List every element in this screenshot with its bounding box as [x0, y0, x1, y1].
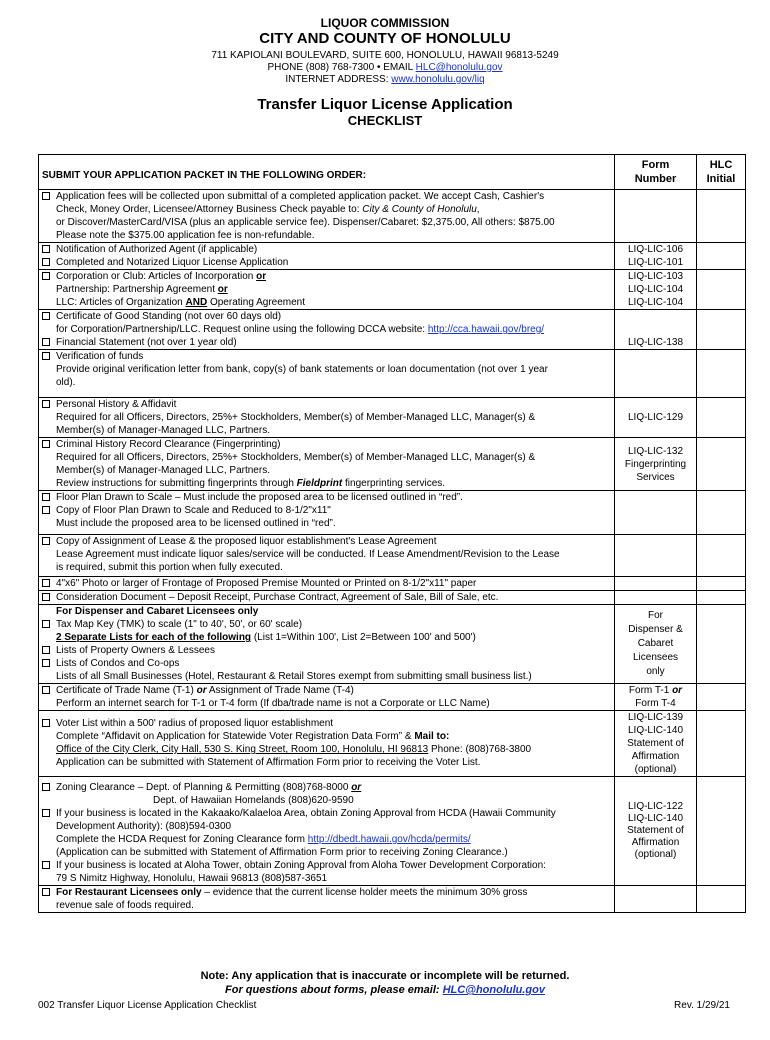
item-text: Lease Agreement must indicate liquor sales/service will be conducted. If Lease Amendment/Revision to the Lease — [56, 549, 560, 560]
item-text: Voter List within a 500' radius of proposed liquor establishment — [56, 718, 334, 729]
item-cell — [39, 591, 615, 605]
item-text: or Discover/MasterCard/VISA (plus an applicable service fee). Dispenser/Cabaret: $2,375.00, All others: $875.00 — [56, 217, 555, 228]
checkbox-icon[interactable] — [42, 579, 50, 587]
table-row — [39, 491, 746, 535]
item-text: – evidence that the current license holder meets the minimum 30% gross — [201, 887, 528, 898]
form-number: LIQ-LIC-122 — [627, 801, 684, 812]
form-number: LIQ-LIC-101 — [627, 257, 684, 268]
table-row — [39, 535, 746, 577]
col-header-form — [615, 155, 697, 190]
hlc-initial-cell[interactable] — [697, 577, 746, 591]
item-text: Notification of Authorized Agent (if applicable) — [56, 244, 258, 255]
item-text: Lists of all Small Businesses (Hotel, Restaurant & Retail Stores exempt from submitting small business list.) — [56, 671, 532, 682]
hlc-initial-cell[interactable] — [697, 243, 746, 270]
hlc-initial-cell[interactable] — [697, 270, 746, 310]
item-text: Operating Agreement — [207, 297, 306, 308]
form-number: Form T-4 — [635, 698, 676, 709]
item-cell — [39, 243, 615, 270]
item-text: Complete “Affidavit on Application for Statewide Voter Registration Data Form” & — [56, 731, 415, 742]
item-text: Lists of Condos and Co-ops — [56, 658, 180, 669]
table-row — [39, 310, 746, 350]
item-text: Copy of Floor Plan Drawn to Scale and Reduced to 8-1/2"x11" — [56, 505, 331, 516]
item-text: Completed and Notarized Liquor License Application — [56, 257, 289, 268]
hlc-initial-cell[interactable] — [697, 711, 746, 777]
col-header-order: SUBMIT YOUR APPLICATION PACKET IN THE FOLLOWING ORDER: — [39, 155, 615, 190]
checkbox-icon[interactable] — [42, 593, 50, 601]
item-text: Required for all Officers, Directors, 25%+ Stockholders, Member(s) of Member-Managed LLC, Manager(s) & — [56, 452, 536, 463]
col-header-hlc-line2: Initial — [706, 173, 736, 185]
form-number: LIQ-LIC-139 — [627, 712, 684, 723]
checkbox-icon[interactable] — [42, 506, 50, 514]
table-row — [39, 591, 746, 605]
checkbox-icon[interactable] — [42, 192, 50, 200]
hlc-initial-cell[interactable] — [697, 777, 746, 886]
form-cell — [615, 438, 697, 491]
table-header-row — [39, 155, 746, 190]
internet-label: INTERNET ADDRESS: — [285, 74, 392, 85]
table-row — [39, 684, 746, 711]
address: 711 KAPIOLANI BOULEVARD, SUITE 600, HONOLULU, HAWAII 96813-5249 — [211, 50, 559, 61]
item-cell — [39, 605, 615, 684]
col-header-form-line2: Number — [634, 173, 677, 185]
spacer — [42, 607, 50, 615]
item-text: Partnership: Partnership Agreement — [56, 284, 218, 295]
form-cell — [615, 398, 697, 438]
form-cell — [615, 190, 697, 243]
col-header-form-line1: Form — [641, 159, 670, 171]
note-questions — [0, 984, 770, 996]
form-cell — [615, 243, 697, 270]
checkbox-icon[interactable] — [42, 888, 50, 896]
table-row — [39, 243, 746, 270]
mail-to-label: Mail to: — [414, 731, 450, 742]
item-text: LLC: Articles of Organization — [56, 297, 186, 308]
checkbox-icon[interactable] — [42, 809, 50, 817]
item-cell — [39, 310, 615, 350]
col-header-hlc-line1: HLC — [709, 159, 733, 171]
checklist-table — [38, 154, 746, 913]
item-text: Copy of Assignment of Lease & the proposed liquor establishment's Lease Agreement — [56, 536, 437, 547]
item-text: fingerprinting services. — [342, 478, 446, 489]
hlc-initial-cell[interactable] — [697, 684, 746, 711]
item-text: , — [476, 204, 480, 215]
checkbox-icon[interactable] — [42, 440, 50, 448]
item-cell — [39, 190, 615, 243]
page-subtitle: CHECKLIST — [347, 113, 423, 128]
form-number: LIQ-LIC-104 — [627, 297, 684, 308]
hlc-initial-cell[interactable] — [697, 190, 746, 243]
form-number: LIQ-LIC-129 — [627, 412, 684, 423]
item-text: (List 1=Within 100', List 2=Between 100' and 500') — [251, 632, 476, 643]
form-number: LIQ-LIC-106 — [627, 244, 684, 255]
checkbox-icon[interactable] — [42, 258, 50, 266]
restaurant-heading: For Restaurant Licensees only — [56, 887, 202, 898]
letterhead — [0, 16, 770, 128]
checkbox-icon[interactable] — [42, 352, 50, 360]
item-text: Verification of funds — [56, 351, 144, 362]
item-text: Certificate of Trade Name (T-1) — [56, 685, 197, 696]
item-text: Dept. of Hawaiian Homelands (808)620-9590 — [153, 795, 354, 806]
item-text: Member(s) of Manager-Managed LLC, Partners. — [56, 425, 270, 436]
item-cell — [39, 886, 615, 913]
section-heading: For Dispenser and Cabaret Licensees only — [56, 606, 259, 617]
item-text: (Application can be submitted with Statement of Affirmation Form prior to receiving Zoning Clearance.) — [56, 847, 508, 858]
item-text: 4"x6" Photo or larger of Frontage of Proposed Premise Mounted or Printed on 8-1/2"x11" paper — [56, 578, 477, 589]
internet-line — [0, 74, 770, 86]
item-text: Financial Statement (not over 1 year old) — [56, 337, 237, 348]
hcda-link[interactable]: http://dbedt.hawaii.gov/hcda/permits/ — [307, 834, 471, 845]
checkbox-icon[interactable] — [42, 245, 50, 253]
table-row — [39, 605, 746, 684]
form-number: Affirmation — [631, 837, 680, 848]
or-emphasis: or — [672, 685, 683, 696]
or-emphasis: or — [351, 782, 362, 793]
note-email-link[interactable]: HLC@honolulu.gov — [442, 984, 545, 996]
note-questions-text: For questions about forms, please email: — [225, 984, 443, 996]
item-text: Review instructions for submitting fingerprints through — [56, 478, 297, 489]
form-number: only — [646, 666, 665, 677]
form-number: Fingerprinting — [624, 458, 687, 470]
form-number: LIQ-LIC-140 — [627, 725, 684, 736]
contact-line — [0, 62, 770, 74]
checkbox-icon[interactable] — [42, 272, 50, 280]
hlc-initial-cell[interactable] — [697, 591, 746, 605]
checkbox-icon[interactable] — [42, 659, 50, 667]
or-emphasis: or — [256, 271, 267, 282]
phone-text: PHONE (808) 768-7300 • EMAIL — [267, 62, 416, 73]
item-cell — [39, 438, 615, 491]
email-link[interactable]: HLC@honolulu.gov — [415, 62, 503, 73]
item-text: 79 S Nimitz Highway, Honolulu, Hawaii 96813 (808)587-3651 — [56, 873, 328, 884]
and-emphasis: AND — [185, 297, 208, 308]
item-text: Provide original verification letter from bank, copy(s) of bank statements or loan documentation (not over 1 year — [56, 364, 548, 375]
page-title: Transfer Liquor License Application — [257, 96, 513, 113]
item-text: Certificate of Good Standing (not over 60 days old) — [56, 311, 282, 322]
item-text: Please note the $375.00 application fee is non-refundable. — [56, 230, 315, 241]
item-text: is required, submit this portion when fully executed. — [56, 562, 283, 573]
checkbox-icon[interactable] — [42, 620, 50, 628]
checkbox-icon[interactable] — [42, 312, 50, 320]
checkbox-icon[interactable] — [42, 686, 50, 694]
item-text: revenue sale of foods required. — [56, 900, 194, 911]
checkbox-icon[interactable] — [42, 338, 50, 346]
form-number: Services — [636, 471, 675, 483]
item-text: Corporation or Club: Articles of Incorporation — [56, 271, 257, 282]
hlc-initial-cell[interactable] — [697, 886, 746, 913]
checkbox-icon[interactable] — [42, 400, 50, 408]
form-number: Form T-1 — [628, 685, 673, 696]
item-cell — [39, 270, 615, 310]
item-text: Complete the HCDA Request for Zoning Clearance form — [56, 834, 308, 845]
form-number: Statement of — [627, 825, 684, 836]
col-header-hlc — [697, 155, 746, 190]
footer-revision: Rev. 1/29/21 — [674, 1000, 730, 1011]
payee-text: City & County of Honolulu — [362, 204, 477, 215]
form-cell — [615, 591, 697, 605]
city-clerk-address: Office of the City Clerk, City Hall, 530 S. King Street, Room 100, Honolulu, HI 96813 — [56, 744, 429, 755]
table-row — [39, 270, 746, 310]
hlc-initial-cell[interactable] — [697, 491, 746, 535]
hlc-initial-cell[interactable] — [697, 438, 746, 491]
item-text: Phone: (808)768-3800 — [428, 744, 532, 755]
fieldprint-text: Fieldprint — [296, 478, 343, 489]
form-cell — [615, 777, 697, 886]
item-text: Must include the proposed area to be licensed outlined in “red”. — [56, 518, 336, 529]
item-cell — [39, 535, 615, 577]
item-text: Personal History & Affidavit — [56, 399, 177, 410]
item-text: Floor Plan Drawn to Scale – Must include the proposed area to be licensed outlined in “red”. — [56, 492, 463, 503]
form-cell — [615, 535, 697, 577]
checkbox-icon[interactable] — [42, 719, 50, 727]
item-text: old). — [56, 377, 76, 388]
item-text: Perform an internet search for T-1 or T-4 form (If dba/trade name is not a Corporate or LLC Name) — [56, 698, 490, 709]
checkbox-icon[interactable] — [42, 861, 50, 869]
form-number: Licensees — [632, 652, 679, 663]
table-row — [39, 711, 746, 777]
item-text: Assignment of Trade Name (T-4) — [206, 685, 354, 696]
form-cell — [615, 270, 697, 310]
form-number: Cabaret — [637, 638, 674, 649]
checkbox-icon[interactable] — [42, 493, 50, 501]
checkbox-icon[interactable] — [42, 646, 50, 654]
form-cell — [615, 605, 697, 684]
item-cell — [39, 777, 615, 886]
lists-emphasis: 2 Separate Lists for each of the following — [56, 632, 252, 643]
form-cell — [615, 684, 697, 711]
item-text: Consideration Document – Deposit Receipt, Purchase Contract, Agreement of Sale, Bill of Sale, etc. — [56, 592, 499, 603]
item-text: Development Authority): (808)594-0300 — [56, 821, 232, 832]
form-number: LIQ-LIC-140 — [627, 813, 684, 824]
form-number: For — [648, 610, 663, 621]
form-cell — [615, 310, 697, 350]
hlc-initial-cell[interactable] — [697, 398, 746, 438]
item-cell — [39, 711, 615, 777]
form-number: LIQ-LIC-138 — [627, 337, 684, 348]
item-text: Zoning Clearance – Dept. of Planning & Permitting (808)768-8000 — [56, 782, 352, 793]
dcca-link[interactable]: http://cca.hawaii.gov/breg/ — [427, 324, 545, 335]
hlc-initial-cell[interactable] — [697, 350, 746, 398]
city-name: CITY AND COUNTY OF HONOLULU — [259, 30, 511, 47]
item-text: Criminal History Record Clearance (Fingerprinting) — [56, 439, 281, 450]
hlc-initial-cell[interactable] — [697, 605, 746, 684]
item-cell — [39, 491, 615, 535]
agency-name: LIQUOR COMMISSION — [320, 16, 450, 30]
table-row — [39, 777, 746, 886]
item-text: Lists of Property Owners & Lessees — [56, 645, 215, 656]
website-link[interactable]: www.honolulu.gov/liq — [391, 74, 485, 85]
table-row — [39, 350, 746, 398]
form-number: (optional) — [634, 849, 677, 860]
note-returned: Note: Any application that is inaccurate or incomplete will be returned. — [200, 970, 570, 982]
hlc-initial-cell[interactable] — [697, 535, 746, 577]
form-number: LIQ-LIC-104 — [627, 284, 684, 295]
item-cell — [39, 398, 615, 438]
form-cell — [615, 711, 697, 777]
form-number: Affirmation — [631, 751, 680, 762]
checkbox-icon[interactable] — [42, 537, 50, 545]
item-text: Member(s) of Manager-Managed LLC, Partners. — [56, 465, 270, 476]
form-cell — [615, 350, 697, 398]
form-number: Statement of — [627, 738, 684, 749]
table-row — [39, 398, 746, 438]
item-cell — [39, 684, 615, 711]
table-row — [39, 577, 746, 591]
item-text: Check, Money Order, Licensee/Attorney Business Check payable to: — [56, 204, 363, 215]
item-text: Application fees will be collected upon submittal of a completed application packet. We accept Cash, Cashier's — [56, 191, 545, 202]
item-cell — [39, 350, 615, 398]
item-cell — [39, 577, 615, 591]
or-emphasis: or — [196, 685, 207, 696]
form-number: Dispenser & — [628, 624, 683, 635]
item-text: Required for all Officers, Directors, 25%+ Stockholders, Member(s) of Member-Managed LLC, Manager(s) & — [56, 412, 536, 423]
form-number: LIQ-LIC-103 — [627, 271, 684, 282]
table-row — [39, 190, 746, 243]
form-cell — [615, 491, 697, 535]
item-text: for Corporation/Partnership/LLC. Request online using the following DCCA website: — [56, 324, 428, 335]
item-text: Tax Map Key (TMK) to scale (1" to 40', 50', or 60' scale) — [56, 619, 303, 630]
footer-document-title: 002 Transfer Liquor License Application Checklist — [38, 1000, 257, 1011]
checkbox-icon[interactable] — [42, 783, 50, 791]
hlc-initial-cell[interactable] — [697, 310, 746, 350]
form-number: LIQ-LIC-132 — [627, 445, 684, 457]
table-row — [39, 886, 746, 913]
or-emphasis: or — [217, 284, 228, 295]
item-text: If your business is located in the Kakaako/Kalaeloa Area, obtain Zoning Approval from HCDA (Hawaii Community — [56, 808, 556, 819]
form-cell — [615, 886, 697, 913]
table-row — [39, 438, 746, 491]
item-text: If your business is located at Aloha Tower, obtain Zoning Approval from Aloha Tower Development Corporation: — [56, 860, 546, 871]
form-number: (optional) — [634, 764, 677, 775]
form-cell — [615, 577, 697, 591]
item-text: Application can be submitted with Statement of Affirmation Form prior to receiving the Voter List. — [56, 757, 481, 768]
